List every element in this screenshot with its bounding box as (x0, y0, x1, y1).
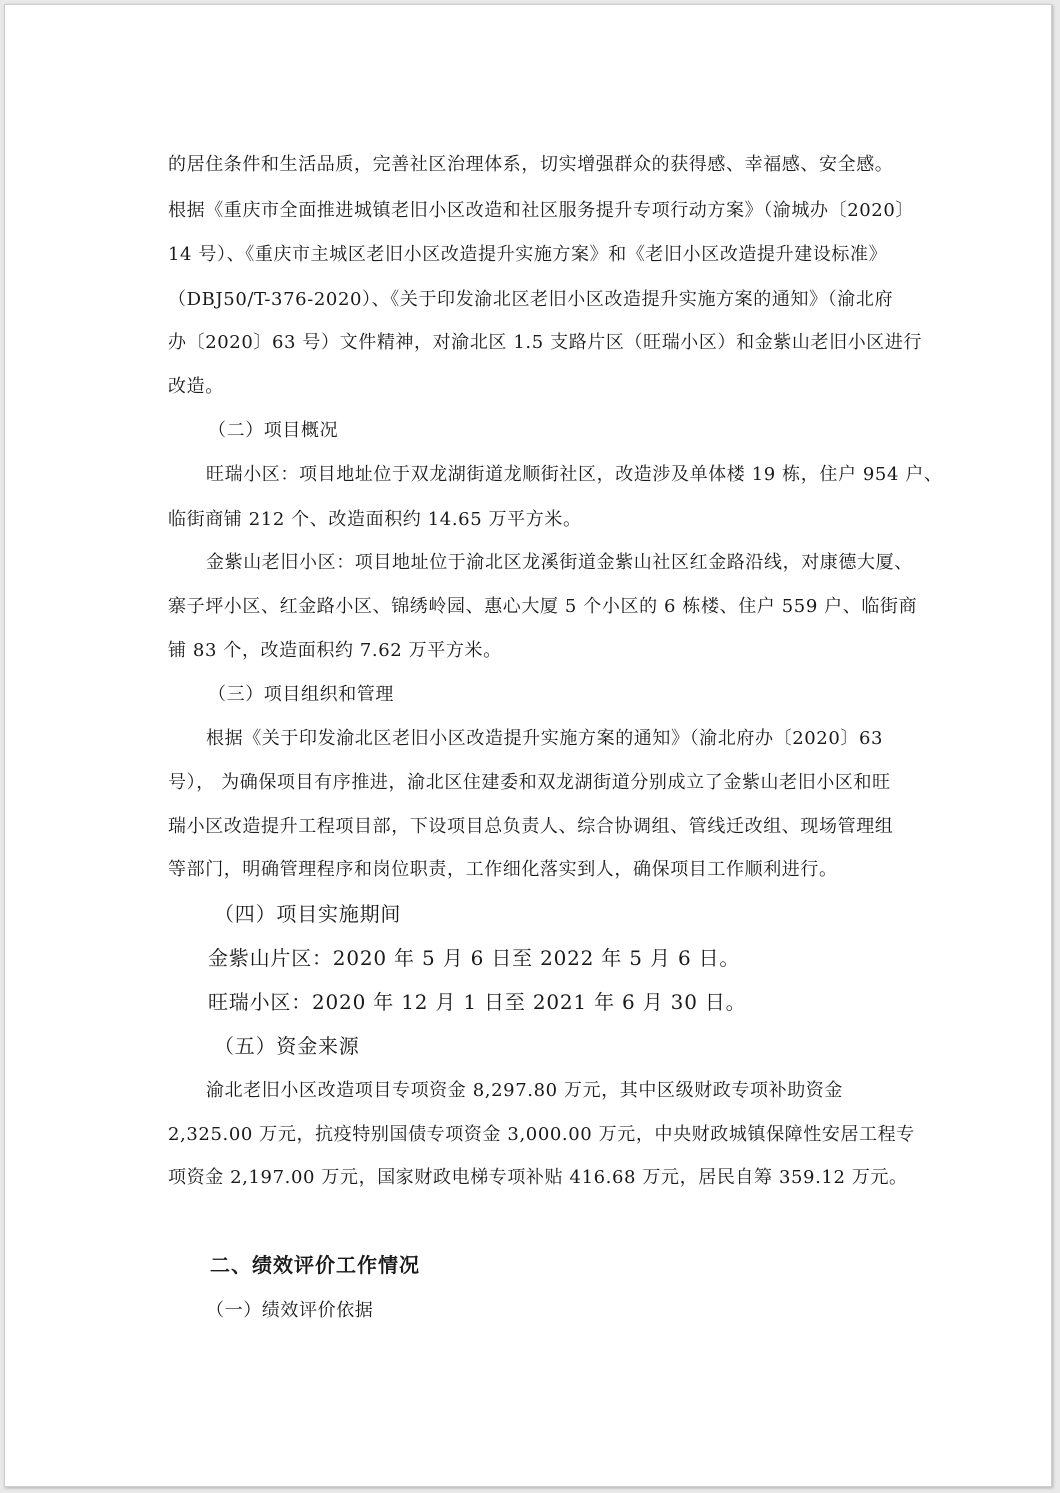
document-page (4, 4, 1052, 1487)
body-line: 旺瑞小区：项目地址位于双龙湖街道龙顺街社区，改造涉及单体楼 19 栋，住户 954 户、 (206, 464, 943, 485)
body-line: 金紫山片区：2020 年 5 月 6 日至 2022 年 5 月 6 日。 (208, 946, 741, 970)
body-line: 根据《关于印发渝北区老旧小区改造提升实施方案的通知》（渝北府办〔2020〕63 (206, 728, 884, 749)
body-line: 根据《重庆市全面推进城镇老旧小区改造和社区服务提升专项行动方案》（渝城办〔2020〕 (168, 200, 915, 221)
body-line: 项资金 2,197.00 万元，国家财政电梯专项补贴 416.68 万元，居民自筹 359.12 万元。 (168, 1167, 908, 1188)
body-line: 号）， 为确保项目有序推进，渝北区住建委和双龙湖街道分别成立了金紫山老旧小区和旺 (168, 772, 891, 793)
section-heading: （一）绩效评价依据 (206, 1300, 374, 1321)
body-line: 寨子坪小区、红金路小区、锦绣岭园、惠心大厦 5 个小区的 6 栋楼、住户 559 户、临街商 (168, 596, 918, 617)
body-line: 铺 83 个，改造面积约 7.62 万平方米。 (168, 640, 502, 661)
section-heading: （三）项目组织和管理 (208, 684, 394, 705)
chapter-heading: 二、绩效评价工作情况 (210, 1253, 420, 1277)
body-line: （DBJ50/T-376-2020）、《关于印发渝北区老旧小区改造提升实施方案的通知》（渝北府 (168, 289, 894, 310)
body-line: 14 号）、《重庆市主城区老旧小区改造提升实施方案》和《老旧小区改造提升建设标准》 (168, 244, 888, 265)
section-heading: （二）项目概况 (208, 420, 339, 441)
body-line: 渝北老旧小区改造项目专项资金 8,297.80 万元，其中区级财政专项补助资金 (206, 1080, 843, 1101)
body-line: 办〔2020〕63 号）文件精神，对渝北区 1.5 支路片区（旺瑞小区）和金紫山老旧小区进行 (168, 332, 923, 353)
body-line: 瑞小区改造提升工程项目部，下设项目总负责人、综合协调组、管线迁改组、现场管理组 (168, 816, 894, 837)
section-heading: （四）项目实施期间 (214, 902, 402, 926)
body-line: 金紫山老旧小区：项目地址位于渝北区龙溪街道金紫山社区红金路沿线，对康德大厦、 (206, 552, 913, 573)
section-heading: （五）资金来源 (214, 1034, 360, 1058)
body-line: 临街商铺 212 个、改造面积约 14.65 万平方米。 (168, 509, 582, 530)
body-line: 旺瑞小区：2020 年 12 月 1 日至 2021 年 6 月 30 日。 (208, 990, 747, 1014)
body-line: 改造。 (168, 376, 224, 397)
body-line: 等部门，明确管理程序和岗位职责，工作细化落实到人，确保项目工作顺利进行。 (168, 859, 838, 880)
body-line: 2,325.00 万元，抗疫特别国债专项资金 3,000.00 万元，中央财政城镇保障性安居工程专 (168, 1124, 915, 1145)
body-line: 的居住条件和生活品质，完善社区治理体系，切实增强群众的获得感、幸福感、安全感。 (168, 154, 894, 175)
